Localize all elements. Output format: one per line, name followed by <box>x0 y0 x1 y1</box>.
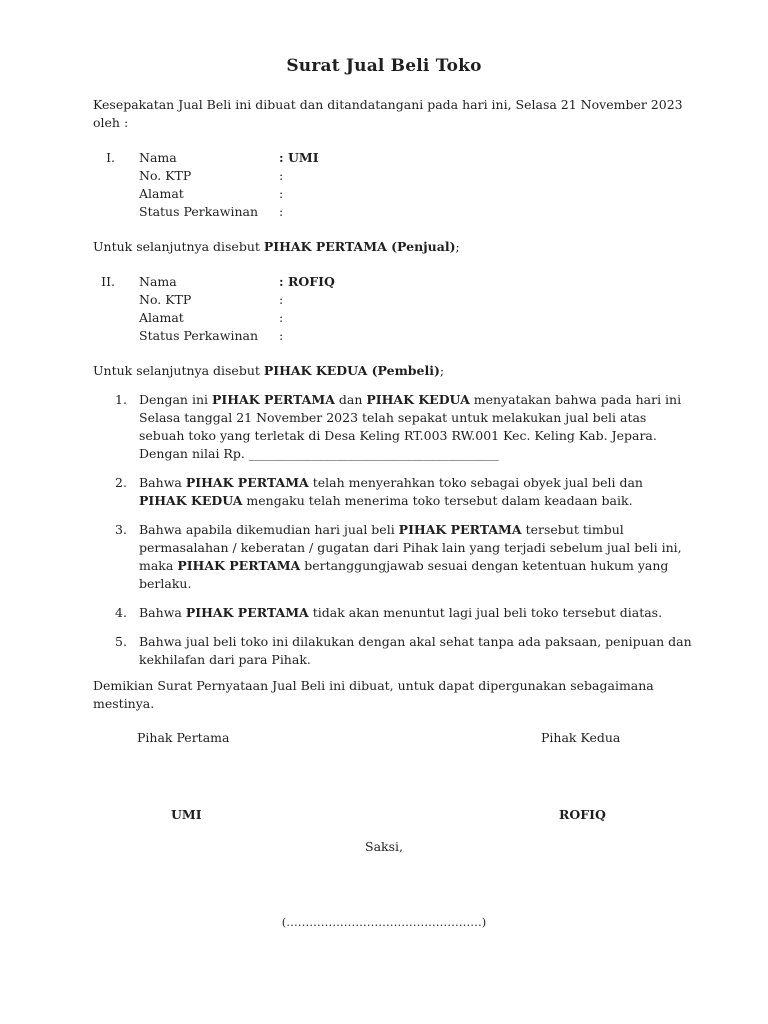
clause-text <box>139 521 693 593</box>
clause-text-segment: Bahwa <box>139 475 186 490</box>
reference-suffix: ; <box>439 363 445 378</box>
clause-number: 4. <box>115 605 127 620</box>
clause-list <box>93 391 693 680</box>
party-two-row-name <box>93 273 683 291</box>
field-value: : <box>279 292 284 307</box>
clause-text <box>139 604 693 622</box>
party-one-row-name <box>93 149 683 167</box>
clause-text-segment: dan <box>334 392 367 407</box>
clause-item <box>93 391 693 463</box>
field-label: Alamat <box>139 186 184 201</box>
clause-text-segment: Dengan ini <box>139 392 212 407</box>
field-label: Status Perkawinan <box>139 204 259 219</box>
clause-item <box>93 633 693 669</box>
clause-party-term: PIHAK PERTAMA <box>177 558 301 573</box>
clause-number: 5. <box>115 634 127 649</box>
clause-number: 2. <box>115 475 127 490</box>
field-value: : <box>279 186 284 201</box>
field-value: : <box>279 204 284 219</box>
signature-right-label: Pihak Kedua <box>541 730 621 745</box>
party-one-row-ktp <box>93 167 683 185</box>
clause-item <box>93 474 693 510</box>
field-value: : UMI <box>279 150 319 165</box>
reference-prefix: Untuk selanjutnya disebut <box>93 239 264 254</box>
clause-number: 1. <box>115 392 127 407</box>
clause-text-segment: tidak akan menuntut lagi jual beli toko tersebut diatas. <box>308 605 663 620</box>
intro-paragraph: Kesepakatan Jual Beli ini dibuat dan ditandatangani pada hari ini, Selasa 21 November 2023 oleh : <box>93 97 683 130</box>
party-one-reference <box>93 238 460 256</box>
clause-text-segment: tersebut timbul permasalahan / keberatan / gugatan dari Pihak lain yang terjadi sebelum jual beli ini, maka <box>139 522 682 573</box>
party-one-row-address <box>93 185 683 203</box>
clause-item <box>93 604 693 622</box>
clause-text-segment: telah menyerahkan toko sebagai obyek jual beli dan <box>308 475 643 490</box>
clause-text-segment: Bahwa apabila dikemudian hari jual beli <box>139 522 399 537</box>
field-label: Alamat <box>139 310 184 325</box>
clause-text-segment: bertanggungjawab sesuai dengan ketentuan hukum yang berlaku. <box>139 558 669 591</box>
party-one-block <box>93 149 683 221</box>
reference-prefix: Untuk selanjutnya disebut <box>93 363 264 378</box>
clause-party-term: PIHAK KEDUA <box>366 392 470 407</box>
clause-text <box>139 633 693 669</box>
party-two-row-marital <box>93 327 683 345</box>
signature-left-name: UMI <box>171 807 202 822</box>
party-two-reference <box>93 362 444 380</box>
field-label: Status Perkawinan <box>139 328 259 343</box>
clause-party-term: PIHAK PERTAMA <box>185 475 309 490</box>
clause-text-segment: Bahwa <box>139 605 186 620</box>
closing-paragraph: Demikian Surat Pernyataan Jual Beli ini dibuat, untuk dapat dipergunakan sebagaimana mestinya. <box>93 678 654 711</box>
field-label: Nama <box>139 274 177 289</box>
signature-right-name: ROFIQ <box>559 807 606 822</box>
field-value: : ROFIQ <box>279 274 335 289</box>
party-two-block <box>93 273 683 345</box>
field-value: : <box>279 168 284 183</box>
field-label: No. KTP <box>139 292 192 307</box>
field-label: No. KTP <box>139 168 192 183</box>
clause-text-segment: menyatakan bahwa pada hari ini Selasa tanggal 21 November 2023 telah sepakat untuk melakukan jual beli atas sebuah toko yang terletak di Desa Keling RT.003 RW.001 Kec. Keling Kab. Jepara. Dengan nilai Rp. ________________________________________ <box>139 392 682 461</box>
witness-signature-line: (……………………………………………) <box>281 915 487 929</box>
witness-label: Saksi, <box>365 839 403 854</box>
clause-party-term: PIHAK PERTAMA <box>398 522 522 537</box>
clause-party-term: PIHAK PERTAMA <box>211 392 335 407</box>
clause-text-segment: Bahwa jual beli toko ini dilakukan dengan akal sehat tanpa ada paksaan, penipuan dan kekhilafan dari para Pihak. <box>139 634 692 667</box>
clause-text <box>139 391 693 463</box>
clause-text-segment: mengaku telah menerima toko tersebut dalam keadaan baik. <box>242 493 633 508</box>
party-two-numeral: II. <box>101 274 115 289</box>
clause-text <box>139 474 693 510</box>
reference-suffix: ; <box>455 239 460 254</box>
field-label: Nama <box>139 150 177 165</box>
clause-party-term: PIHAK KEDUA <box>139 493 243 508</box>
party-one-row-marital <box>93 203 683 221</box>
field-value: : <box>279 328 284 343</box>
clause-party-term: PIHAK PERTAMA <box>185 605 309 620</box>
signature-left-label: Pihak Pertama <box>137 730 230 745</box>
party-one-numeral: I. <box>106 150 115 165</box>
reference-role: PIHAK PERTAMA (Penjual) <box>263 239 456 254</box>
party-two-row-ktp <box>93 291 683 309</box>
field-value: : <box>279 310 284 325</box>
clause-item <box>93 521 693 593</box>
party-two-row-address <box>93 309 683 327</box>
document-title: Surat Jual Beli Toko <box>286 56 482 76</box>
clause-number: 3. <box>115 522 127 537</box>
reference-role: PIHAK KEDUA (Pembeli) <box>263 363 440 378</box>
